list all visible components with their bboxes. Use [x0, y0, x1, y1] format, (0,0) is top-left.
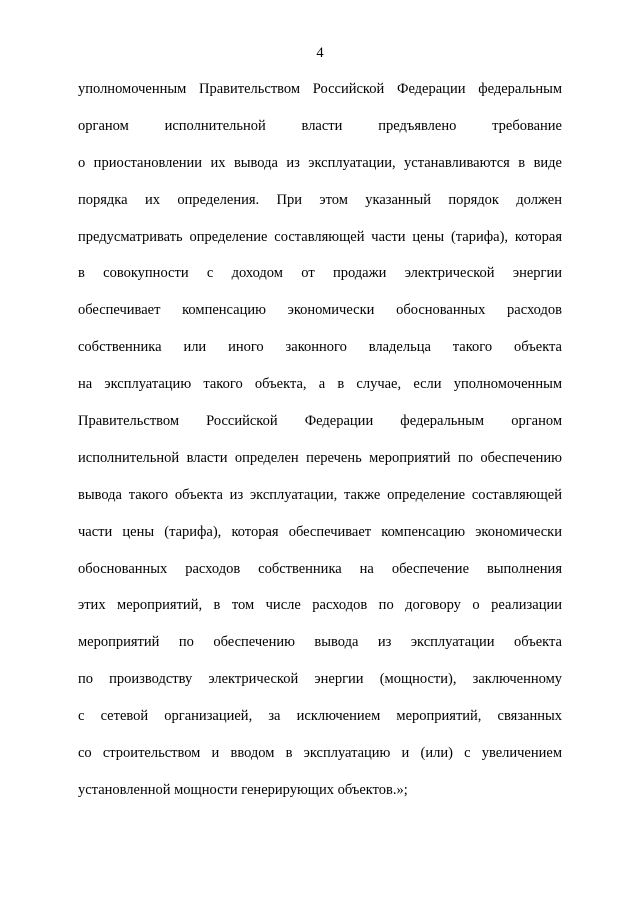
text-line: Правительством Российской Федерации федеральным органом	[78, 413, 562, 430]
text-line: уполномоченным Правительством Российской Федерации федеральным	[78, 81, 562, 97]
text-line: по производству электрической энергии (мощности), заключенному	[78, 671, 562, 688]
text-line: порядка их определения. При этом указанный порядок должен	[78, 191, 562, 208]
text-line: на эксплуатацию такого объекта, а в случае, если уполномоченным	[78, 376, 562, 393]
text-line: предусматривать определение составляющей части цены (тарифа), которая	[78, 228, 562, 245]
text-line: мероприятий по обеспечению вывода из эксплуатации объекта	[78, 634, 562, 651]
text-line: органом исполнительной власти предъявлено требование	[78, 117, 562, 134]
text-line: с сетевой организацией, за исключением мероприятий, связанных	[78, 708, 562, 725]
text-line: этих мероприятий, в том числе расходов по договору о реализации	[78, 597, 562, 614]
text-line: части цены (тарифа), которая обеспечивает компенсацию экономически	[78, 523, 562, 540]
text-line: вывода такого объекта из эксплуатации, также определение составляющей	[78, 486, 562, 503]
text-line-last: установленной мощности генерирующих объектов.»;	[78, 781, 408, 798]
text-line: обеспечивает компенсацию экономически обоснованных расходов	[78, 302, 562, 319]
text-line: исполнительной власти определен перечень мероприятий по обеспечению	[78, 449, 562, 466]
text-line: о приостановлении их вывода из эксплуатации, устанавливаются в виде	[78, 154, 562, 171]
body-paragraph	[78, 78, 562, 816]
text-line: со строительством и вводом в эксплуатацию и (или) с увеличением	[78, 745, 562, 762]
text-line: в совокупности с доходом от продажи электрической энергии	[78, 265, 562, 282]
page-number: 4	[316, 45, 324, 61]
text-line: собственника или иного законного владельца такого объекта	[78, 339, 562, 356]
text-line: обоснованных расходов собственника на обеспечение выполнения	[78, 560, 562, 577]
